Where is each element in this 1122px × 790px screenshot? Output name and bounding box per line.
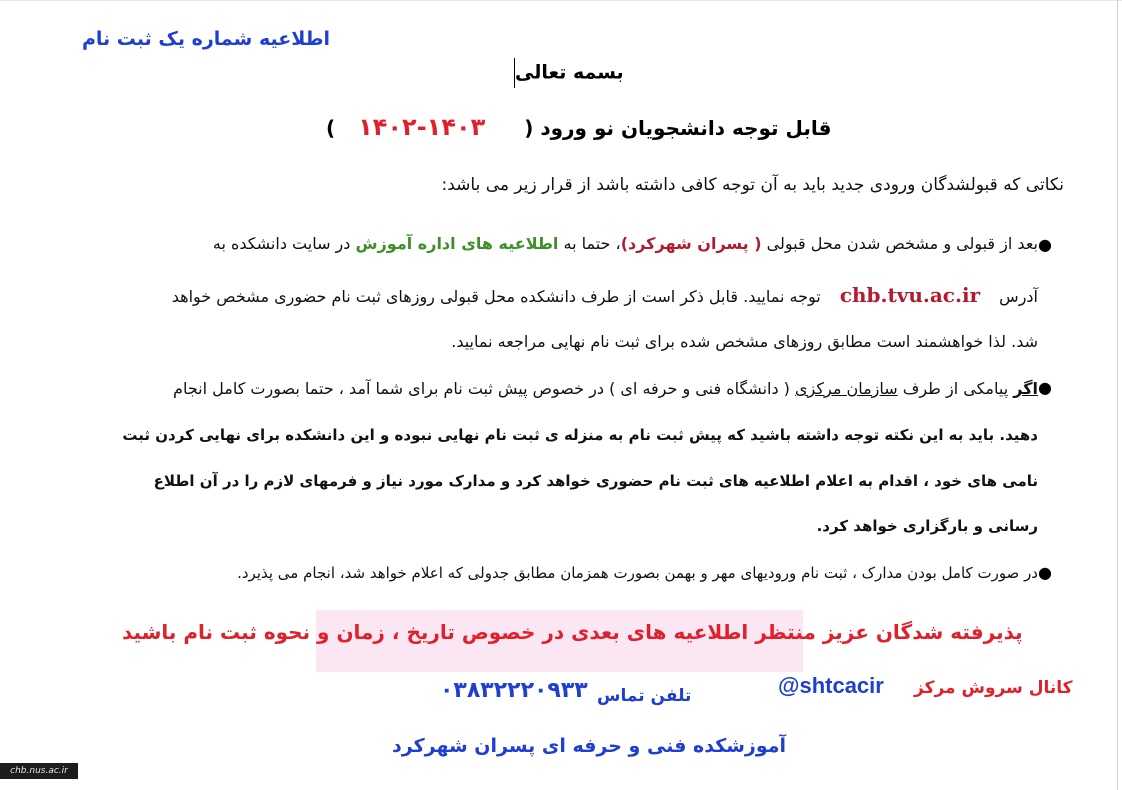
basmala-text: بسمه تعالی [515, 61, 624, 84]
bullet-3-line: در صورت کامل بودن مدارک ، ثبت نام ورودیهای مهر و بهمن بصورت همزمان مطابق جدولی که اعلام خواهد شد، انجام می پذیرد. [237, 564, 1038, 582]
bullet-2-text-d: ( دانشگاه فنی و حرفه ای ) در خصوص پیش ثبت نام برای شما آمد ، حتما بصورت کامل انجام [173, 379, 790, 398]
site-watermark: chb.nus.ac.ir [0, 763, 78, 779]
bullet-3-marker: ● [1038, 563, 1052, 582]
central-organization: سازمان مرکزی [795, 379, 898, 398]
bullet-1-line-3: شد. لذا خواهشمند است مطابق روزهای مشخص شده برای ثبت نام نهایی مراجعه نمایید. [451, 332, 1038, 351]
bullet-1-text-a: بعد از قبولی و مشخص شدن محل قبولی [766, 234, 1038, 253]
bullet-2-if: اگر [1013, 379, 1038, 398]
announcement-text: پذیرفته شدگان عزیز منتظر اطلاعیه های بعدی در خصوص تاریخ ، زمان و نحوه ثبت نام باشید [122, 620, 1023, 644]
campus-name: ( پسران شهرکرد) [620, 234, 762, 253]
bullet-2-line-1 [173, 379, 1038, 398]
bullet-2-text-b: پیامکی از طرف [902, 379, 1009, 398]
bullet-1-text-c: ، حتما به [563, 234, 621, 253]
notice-title: اطلاعیه شماره یک ثبت نام [82, 28, 331, 50]
bullet-1-marker: ● [1038, 235, 1052, 254]
education-office-notices: اطلاعیه های اداره آموزش [355, 234, 559, 253]
bullet-1-line-2 [172, 283, 1038, 307]
page-border-right [1117, 0, 1118, 790]
channel-handle[interactable]: @shtcacir [778, 673, 884, 698]
phone-label: تلفن تماس [597, 686, 692, 706]
bullet-1-line-1 [213, 234, 1038, 253]
bullet-2-line-3: نامی های خود ، اقدام به اعلام اطلاعیه های ثبت نام حضوری خواهد کرد و مدارک مورد نیاز و فرمهای لازم را در آن اطلاع [153, 472, 1038, 490]
address-label: آدرس [999, 287, 1038, 306]
bullet-2-marker: ● [1038, 378, 1052, 397]
bullet-2-line-4: رسانی و بارگزاری خواهد کرد. [816, 517, 1038, 535]
page-border-top [0, 0, 1122, 1]
audience-suffix: ) [326, 116, 336, 140]
website-link[interactable]: chb.tvu.ac.ir [839, 283, 981, 307]
phone-number[interactable]: ۰۳۸۳۲۲۲۰۹۳۳ [440, 678, 588, 703]
bullet-1-text-b: توجه نمایید. قابل ذکر است از طرف دانشکده محل قبولی روزهای ثبت نام حضوری مشخص خواهد [171, 287, 821, 306]
bullet-1-text-e: در سایت دانشکده به [212, 234, 351, 253]
intro-text: نکاتی که قبولشدگان ورودی جدید باید به آن توجه کافی داشته باشد از قرار زیر می باشد: [441, 175, 1064, 195]
audience-prefix: قابل توجه دانشجویان نو ورود ( [524, 116, 832, 140]
school-name: آموزشکده فنی و حرفه ای پسران شهرکرد [392, 735, 787, 757]
academic-year: ۱۴۰۳-۱۴۰۲ [358, 113, 486, 141]
bullet-2-line-2: دهید. باید به این نکته توجه داشته باشید که پیش ثبت نام به منزله ی ثبت نام نهایی نبوده و این دانشکده برای نهایی کردن ثبت [122, 426, 1038, 444]
audience-heading [326, 113, 831, 141]
basmala [512, 58, 624, 88]
channel-label: کانال سروش مرکز [914, 678, 1073, 698]
